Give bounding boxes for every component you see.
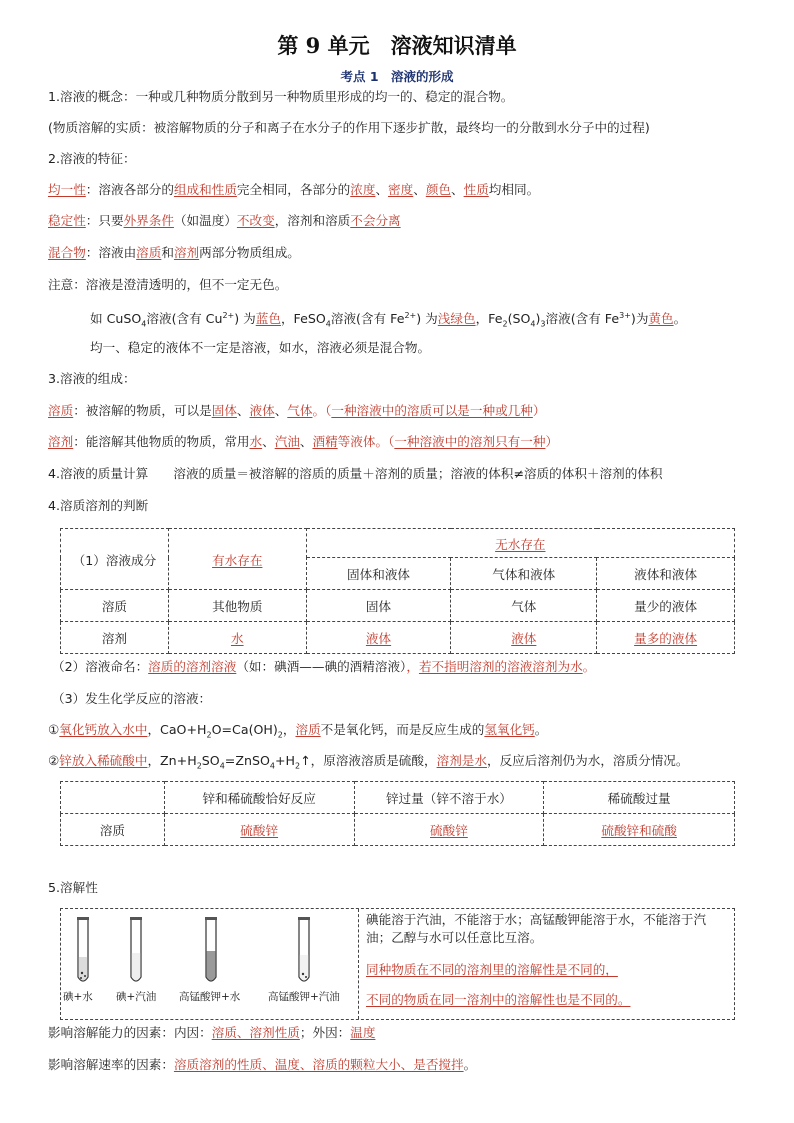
- text-fragment: 溶液(含有 Fe: [545, 311, 620, 327]
- text-fragment: =ZnSO: [224, 753, 270, 768]
- header-with-water: 有水存在: [212, 552, 263, 568]
- table-cell: 溶质: [61, 590, 169, 622]
- keyword: 气体: [287, 403, 313, 418]
- test-tube-icon: [264, 915, 344, 987]
- keyword: 若不指明溶剂的溶液溶剂为水: [418, 659, 583, 674]
- subscript: 2: [295, 761, 301, 771]
- text-fragment: 。: [534, 722, 548, 737]
- text-fragment: ，: [282, 722, 296, 737]
- section-subtitle: 考点 1 溶液的形成: [340, 69, 454, 84]
- table-cell: [306, 622, 451, 654]
- text-fragment: 、: [274, 403, 288, 418]
- table-header-cell: 锌和稀硫酸恰好反应: [164, 782, 354, 814]
- text-fragment: +H: [274, 753, 295, 768]
- cell-value: 水: [230, 631, 244, 646]
- solubility-rule-2: [366, 991, 731, 1009]
- keyword: 液体: [249, 403, 275, 418]
- composition-heading: 3.溶液的组成：: [48, 371, 136, 386]
- text-fragment: )为: [630, 311, 649, 327]
- text-fragment: 影响溶解速率的因素：: [48, 1057, 174, 1072]
- table-cell: [61, 782, 165, 814]
- text-fragment: 等液体。（: [337, 434, 395, 449]
- table-header-cell: （1）溶液成分: [61, 529, 169, 590]
- stability-line: [48, 212, 401, 230]
- naming-line: [52, 658, 595, 676]
- text-fragment: ，Fe: [475, 311, 503, 327]
- keyword: 溶质、溶剂性质: [211, 1025, 300, 1040]
- text-fragment: 如 CuSO: [90, 311, 142, 327]
- subscript: 3: [540, 319, 546, 329]
- text-fragment: 不是氧化钙，而是反应生成的: [320, 722, 485, 737]
- cell-value: 硫酸锌和硫酸: [601, 823, 677, 838]
- text-fragment: 。: [463, 1057, 477, 1072]
- text-fragment: ①: [48, 722, 60, 737]
- subscript: 4: [530, 319, 536, 329]
- text-fragment: ：能溶解其他物质的物质，常用: [73, 434, 250, 449]
- solvent-label: 溶剂: [48, 434, 74, 449]
- keyword: 不改变: [236, 213, 275, 228]
- table-cell: 固体: [306, 590, 451, 622]
- keyword: 浅绿色: [437, 311, 476, 327]
- text-fragment: 溶液(含有 Fe: [330, 311, 405, 327]
- table-cell: [544, 814, 735, 846]
- keyword: 不会分离: [350, 213, 401, 228]
- subscript: 4: [269, 761, 275, 771]
- solubility-box: [60, 908, 735, 1020]
- subscript: 4: [219, 761, 225, 771]
- keyword: 一种溶液中的溶质可以是一种或几种: [331, 403, 533, 418]
- mixture-line: [48, 244, 300, 262]
- subscript: 2: [206, 730, 212, 740]
- text-fragment: 两部分物质组成。: [199, 245, 300, 260]
- text-fragment: 溶液(含有 Cu: [146, 311, 223, 327]
- features-heading: 2.溶液的特征：: [48, 151, 136, 166]
- cell-value: 液体: [511, 631, 537, 646]
- text-fragment: SO: [201, 753, 220, 768]
- keyword: 酒精: [312, 434, 338, 449]
- tube-label: 碘+水: [63, 991, 93, 1003]
- text-fragment: （如：碘酒——碘的酒精溶液）: [236, 659, 407, 674]
- dissolution-essence: (物质溶解的实质：被溶解物质的分子和离子在水分子的作用下逐步扩散，最终均一的分散到水分子中的过程): [48, 120, 650, 135]
- keyword: 固体: [211, 403, 237, 418]
- stability-label: 稳定性: [48, 213, 86, 228]
- text-fragment: 和: [161, 245, 174, 260]
- text-fragment: ，溶剂和溶质: [274, 213, 351, 228]
- superscript: 2+: [404, 311, 417, 320]
- text-fragment: ，FeSO: [280, 311, 326, 327]
- keyword: 性质: [463, 182, 489, 197]
- keyword: 黄色: [648, 311, 674, 327]
- table-cell: [164, 814, 354, 846]
- table-cell: 溶剂: [61, 622, 169, 654]
- zinc-acid-table: [60, 781, 735, 846]
- rate-factors: [48, 1056, 476, 1074]
- keyword: 一种溶液中的溶剂只有一种: [394, 434, 546, 449]
- text-fragment: ，CaO+H: [147, 722, 207, 737]
- table-cell: 固体和液体: [306, 558, 451, 590]
- ability-factors: [48, 1024, 375, 1042]
- subscript: 2: [277, 730, 283, 740]
- superscript: 2+: [222, 311, 235, 320]
- table-cell: 其他物质: [168, 590, 306, 622]
- cell-value: 硫酸锌: [430, 823, 468, 838]
- subscript: 2: [502, 319, 508, 329]
- superscript: 3+: [619, 311, 631, 320]
- keyword: 溶质溶剂的性质、温度、溶质的颗粒大小、是否搅拌: [173, 1057, 464, 1072]
- page-title: 第 9 单元 溶液知识清单: [277, 33, 517, 58]
- text-fragment: 、: [413, 182, 426, 197]
- text-fragment: （2）溶液命名：: [52, 659, 149, 674]
- text-fragment: ：溶液由: [85, 245, 137, 260]
- keyword: 溶剂: [173, 245, 200, 260]
- text-fragment: 、: [375, 182, 389, 197]
- tube-label: 碘+汽油: [116, 991, 157, 1003]
- solubility-rule-1: [366, 961, 731, 979]
- table-cell: [451, 622, 597, 654]
- cell-value: 量多的液体: [634, 631, 698, 646]
- keyword: 汽油: [274, 434, 300, 449]
- keyword: 密度: [388, 182, 414, 197]
- table-cell: [597, 622, 735, 654]
- keyword: 氢氧化钙: [484, 722, 535, 737]
- test-tube-3: [171, 915, 251, 1003]
- text-fragment: ，Zn+H: [147, 753, 197, 768]
- keyword: 锌放入稀硫酸中: [59, 753, 148, 768]
- cell-value: 硫酸锌: [240, 823, 279, 838]
- solubility-description: 碘能溶于汽油，不能溶于水；高锰酸钾能溶于水，不能溶于汽油；乙醇与水可以任意比互溶。: [366, 912, 707, 945]
- note-line: 注意：溶液是澄清透明的，但不一定无色。: [48, 277, 288, 292]
- text-fragment: ：只要: [85, 213, 124, 228]
- text-fragment: 均相同。: [488, 182, 540, 197]
- table-cell: [168, 622, 306, 654]
- solute-solvent-table: [60, 528, 735, 654]
- keyword: 溶质的溶剂溶液: [148, 659, 237, 674]
- keyword: 溶质: [295, 722, 321, 737]
- solute-line: [48, 402, 545, 420]
- text-fragment: (SO: [507, 311, 531, 327]
- judge-heading: 4.溶质溶剂的判断: [48, 498, 149, 513]
- table-cell: 液体和液体: [597, 558, 735, 590]
- text-fragment: ) 为: [416, 311, 438, 327]
- text-fragment: O=Ca(OH): [211, 722, 278, 737]
- tube-label: 高锰酸钾+汽油: [268, 991, 340, 1003]
- test-tube-icon: [96, 915, 176, 987]
- text-fragment: 完全相同，各部分的: [236, 182, 351, 197]
- keyword: 不同的物质在同一溶剂中的溶解性也是不同的。: [366, 992, 631, 1007]
- solution-color-line: [90, 307, 686, 334]
- text-fragment: 、: [262, 434, 275, 449]
- test-tube-4: [264, 915, 344, 1003]
- keyword: 溶质: [136, 245, 162, 260]
- table-header-cell: 稀硫酸过量: [544, 782, 735, 814]
- keyword: 浓度: [350, 182, 376, 197]
- cell-value: 液体: [365, 631, 392, 646]
- table-cell: 气体和液体: [451, 558, 597, 590]
- text-fragment: 、: [451, 182, 464, 197]
- text-fragment: ）: [545, 434, 559, 449]
- keyword: 蓝色: [255, 311, 281, 327]
- solvent-line: [48, 433, 558, 451]
- text-fragment: 。: [673, 311, 687, 327]
- solute-label: 溶质: [48, 403, 74, 418]
- tube-label: 高锰酸钾+水: [179, 991, 241, 1003]
- text-fragment: 。: [582, 659, 596, 674]
- text-fragment: （如温度）: [173, 213, 237, 228]
- uniformity-label: 均一性: [48, 182, 86, 197]
- text-fragment: 。（: [312, 403, 332, 418]
- subscript: 4: [325, 319, 331, 329]
- text-fragment: ；外因：: [299, 1025, 351, 1040]
- solubility-heading: 5.溶解性: [48, 880, 98, 895]
- text-fragment: ②: [48, 753, 60, 768]
- text-fragment: ，反应后溶剂仍为水，溶质分情况。: [486, 753, 689, 768]
- uniform-note: 均一、稳定的液体不一定是溶液，如水，溶液必须是混合物。: [90, 340, 431, 355]
- mixture-label: 混合物: [48, 245, 86, 260]
- cao-reaction-line: [48, 721, 547, 745]
- mass-calculation: 4.溶液的质量计算 溶液的质量＝被溶解的溶质的质量＋溶剂的质量；溶液的体积≠溶质的体积＋溶剂的体积: [48, 466, 663, 481]
- keyword: 颜色: [425, 182, 451, 197]
- table-cell: 气体: [451, 590, 597, 622]
- text-fragment: ): [535, 311, 541, 327]
- text-fragment: ：溶液各部分的: [85, 182, 174, 197]
- table-header-cell: [168, 529, 306, 590]
- text-fragment: ，: [406, 659, 419, 674]
- subscript: 2: [196, 761, 202, 771]
- keyword: 氧化钙放入水中: [59, 722, 148, 737]
- keyword: 组成和性质: [173, 182, 237, 197]
- keyword: 同种物质在不同的溶剂里的溶解性是不同的，: [366, 962, 618, 977]
- table-cell: 量少的液体: [597, 590, 735, 622]
- keyword: 溶剂是水: [436, 753, 487, 768]
- table-cell: 溶质: [61, 814, 165, 846]
- text-fragment: 、: [236, 403, 250, 418]
- table-header-cell: [306, 529, 734, 558]
- text-fragment: 、: [299, 434, 313, 449]
- test-tube-icon: [171, 915, 251, 987]
- keyword: 外界条件: [123, 213, 174, 228]
- test-tube-2: [96, 915, 176, 1003]
- text-fragment: ：被溶解的物质，可以是: [73, 403, 212, 418]
- keyword: 温度: [350, 1025, 376, 1040]
- table-header-cell: 锌过量（锌不溶于水）: [354, 782, 544, 814]
- reaction-heading: （3）发生化学反应的溶液：: [52, 691, 212, 706]
- box-divider: [358, 909, 359, 1019]
- table-cell: [354, 814, 544, 846]
- text-fragment: ）: [532, 403, 546, 418]
- text-fragment: ) 为: [234, 311, 256, 327]
- header-no-water: 无水存在: [495, 536, 546, 552]
- zn-reaction-line: [48, 752, 688, 776]
- solution-concept: 1.溶液的概念：一种或几种物质分散到另一种物质里形成的均一的、稳定的混合物。: [48, 89, 514, 104]
- uniformity-line: [48, 181, 539, 199]
- subscript: 4: [141, 319, 147, 329]
- keyword: 水: [249, 434, 263, 449]
- text-fragment: ↑，原溶液溶质是硫酸，: [300, 753, 437, 768]
- text-fragment: 影响溶解能力的因素：内因：: [48, 1025, 212, 1040]
